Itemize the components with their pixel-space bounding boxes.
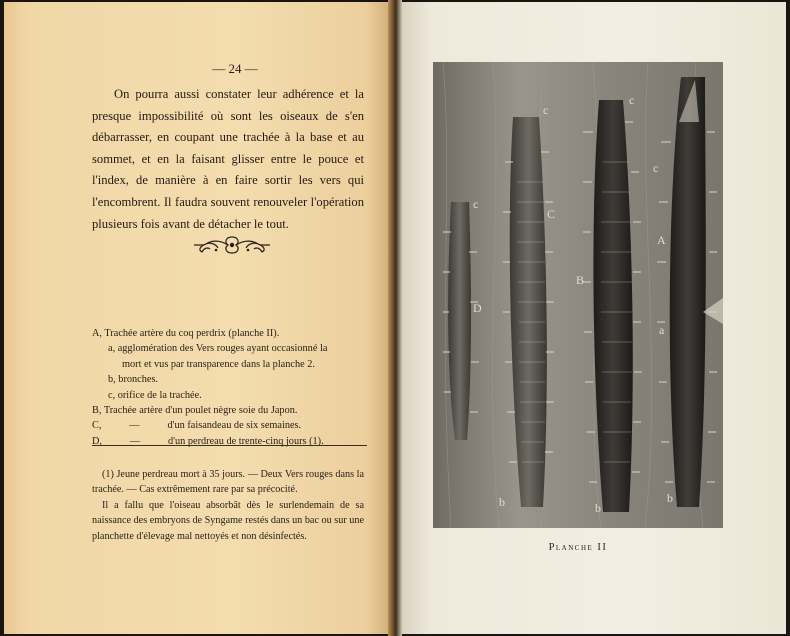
body-paragraph bbox=[92, 84, 364, 235]
footnote-text-2: Il a fallu que l'oiseau absorbât dès le surlendemain de sa naissance des embryons de Syngame restés dans un bac ou sur une planchette d'élevage mal nettoyés et non désinfectés. bbox=[92, 499, 364, 542]
paragraph-text: On pourra aussi constater leur adhérence et la presque impossibilité où sont les oiseaux de s'en débarrasser, en coupant une trachée à la base et au sommet, et en la faisant glisser entre le pouce et l'index, de manière à en faire sortir les vers qui l'encombrent. Il faudra souvent renouveler l'opération plusieurs fois avant de détacher le tout. bbox=[92, 87, 364, 231]
plate-label-b-3: b bbox=[667, 491, 673, 505]
caption-text-c: d'un faisandeau de six semaines. bbox=[167, 420, 302, 432]
ornament-icon bbox=[192, 232, 272, 258]
caption-line-d-upper bbox=[92, 434, 364, 449]
plate-label-d: D bbox=[473, 301, 482, 315]
plate-label-c-upper: C bbox=[547, 207, 556, 221]
plate-label-c-1: c bbox=[473, 197, 479, 211]
page-number: — 24 — bbox=[212, 61, 258, 76]
caption-line-b-upper: B, Trachée artère d'un poulet nègre soie du Japon. bbox=[92, 405, 298, 417]
plate-label-c-2: c bbox=[543, 103, 549, 117]
caption-line-a-upper: A, Trachée artère du coq perdrix (planche II). bbox=[92, 328, 280, 339]
caption-letter-c: C, bbox=[92, 420, 102, 432]
caption-line-b-lower: b, bronches. bbox=[108, 374, 159, 386]
plate-photograph bbox=[433, 62, 723, 528]
ditto-dash: — bbox=[129, 435, 141, 447]
caption-text-d: d'un perdreau de trente-cinq jours (1). bbox=[168, 435, 324, 447]
plate-label-b-upper: B bbox=[576, 273, 585, 287]
plate-image bbox=[433, 62, 723, 528]
plate-label-b-2: b bbox=[595, 501, 601, 515]
caption-line-c-upper bbox=[92, 418, 364, 433]
plate-caption: Planche II bbox=[548, 542, 608, 553]
footnote bbox=[92, 467, 364, 544]
footnote-rule bbox=[92, 445, 367, 446]
plate-label-b-1: b bbox=[499, 495, 505, 509]
caption-letter-d: D, bbox=[92, 435, 103, 447]
book-gutter bbox=[388, 0, 402, 636]
caption-line-a-lower: a, agglomération des Vers rouges ayant occasionné la bbox=[108, 343, 328, 355]
plate-label-c-3: c bbox=[629, 93, 635, 107]
plate-captions bbox=[92, 326, 364, 449]
ditto-dash: — bbox=[129, 420, 140, 432]
plate-label-a-upper: A bbox=[657, 233, 666, 247]
footnote-text-1: (1) Jeune perdreau mort à 35 jours. — Deux Vers rouges dans la trachée. — Cas extrêmement rare par sa précocité. bbox=[92, 469, 364, 496]
plate-label-a-lower: a bbox=[659, 323, 665, 337]
plate-label-c-4: c bbox=[653, 161, 659, 175]
caption-line-a-lower-cont: mort et vus par transparence dans la planche 2. bbox=[122, 358, 315, 370]
caption-line-c-lower: c, orifice de la trachée. bbox=[108, 389, 202, 401]
